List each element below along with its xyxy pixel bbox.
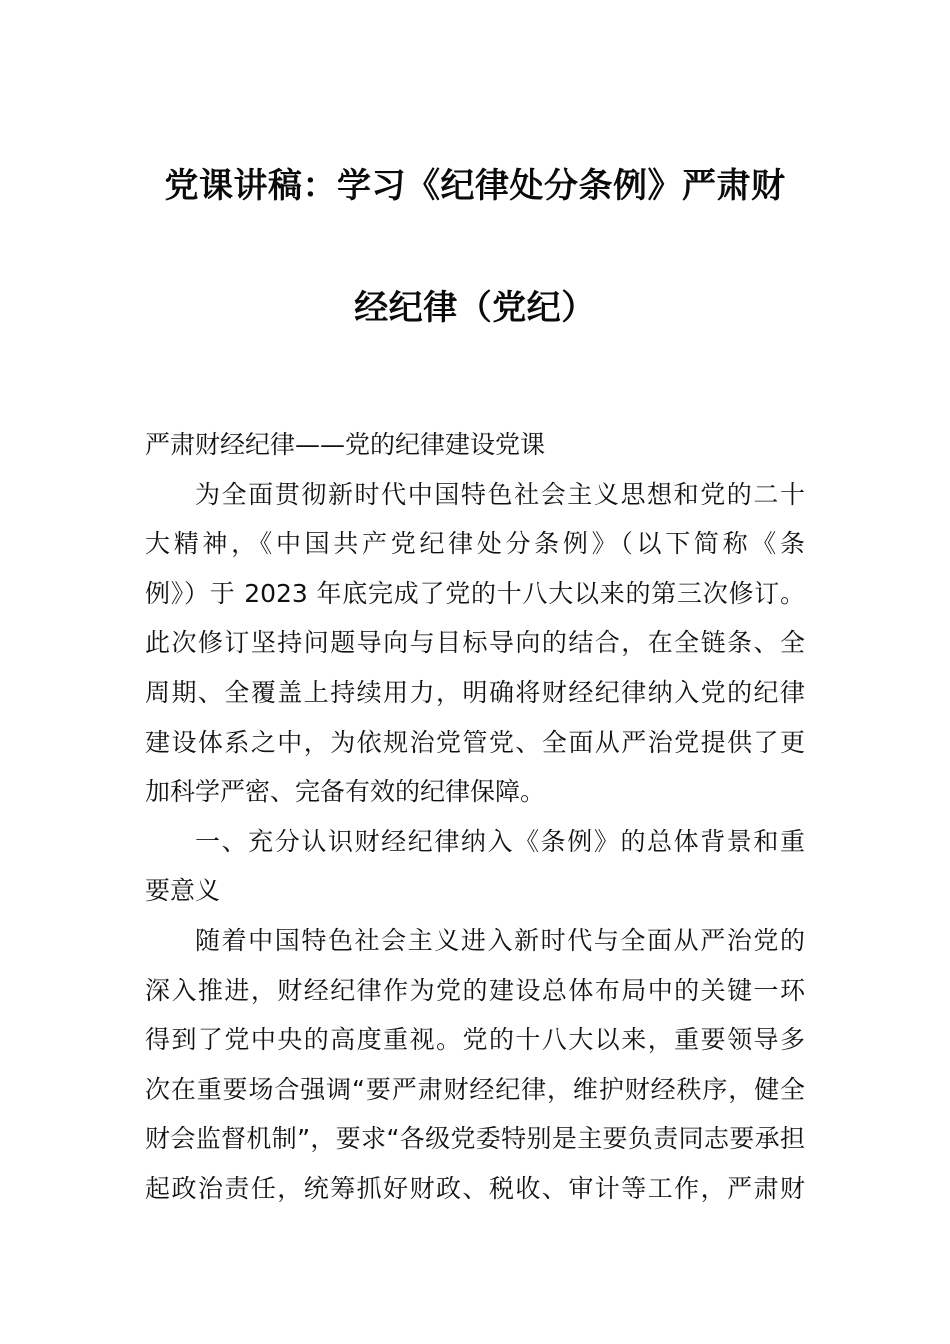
body-text-line: 随着中国特色社会主义进入新时代与全面从严治党的 — [195, 925, 805, 955]
body-text-line: 得到了党中央的高度重视。党的十八大以来，重要领导多 — [145, 1025, 805, 1055]
body-text-line: 加科学严密、完备有效的纪律保障。 — [145, 777, 546, 807]
body-text-line: 例》）于 2023 年底完成了党的十八大以来的第三次修订。 — [145, 578, 805, 608]
body-text-line: 起政治责任，统筹抓好财政、税收、审计等工作，严肃财 — [145, 1173, 805, 1203]
document-title-line-2: 经纪律（党纪） — [354, 288, 596, 328]
body-text-line: 周期、全覆盖上持续用力，明确将财经纪律纳入党的纪律 — [145, 677, 805, 707]
body-text-line: 为全面贯彻新时代中国特色社会主义思想和党的二十 — [195, 479, 805, 509]
document-title-line-1: 党课讲稿：学习《纪律处分条例》严肃财 — [164, 166, 786, 206]
body-text-line: 此次修订坚持问题导向与目标导向的结合，在全链条、全 — [145, 628, 805, 658]
body-text-line: 一、充分认识财经纪律纳入《条例》的总体背景和重 — [195, 826, 805, 856]
body-text-line: 次在重要场合强调“要严肃财经纪律，维护财经秩序，健全 — [145, 1074, 805, 1104]
body-text-line: 大精神，《中国共产党纪律处分条例》（以下简称《条 — [145, 529, 805, 559]
body-text-line: 建设体系之中，为依规治党管党、全面从严治党提供了更 — [145, 727, 805, 757]
body-text-line: 严肃财经纪律——党的纪律建设党课 — [145, 430, 546, 459]
body-text-line: 财会监督机制”，要求“各级党委特别是主要负责同志要承担 — [145, 1124, 805, 1154]
body-text-line: 要意义 — [145, 876, 221, 906]
body-text-line: 深入推进，财经纪律作为党的建设总体布局中的关键一环 — [145, 975, 805, 1005]
document-body — [145, 420, 805, 1214]
